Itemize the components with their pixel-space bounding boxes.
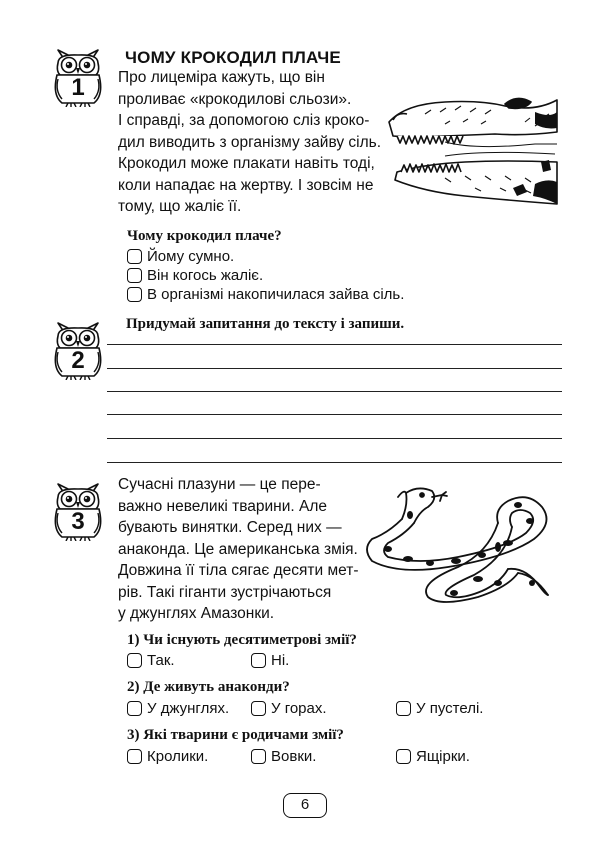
crocodile-illustration [385, 92, 560, 207]
checkbox[interactable] [127, 653, 142, 668]
text-line: у джунглях Амазонки. [118, 605, 275, 622]
option-label: Ящірки. [416, 748, 470, 765]
page-number: 6 [283, 793, 327, 818]
option-label: Кролики. [147, 748, 209, 765]
question-heading: Чому крокодил плаче? [127, 228, 282, 244]
text-line: анаконда. Це американська змія. [118, 540, 358, 558]
owl-icon [52, 483, 104, 541]
option-label: Йому сумно. [147, 248, 235, 265]
writing-line[interactable] [107, 414, 562, 415]
checkbox[interactable] [127, 287, 142, 302]
text-line: Про лицеміра кажуть, що він [118, 69, 325, 86]
answer-option[interactable] [127, 286, 404, 303]
answer-option[interactable] [251, 748, 316, 765]
text-line: Крокодил може плакати навіть тоді, [118, 155, 375, 172]
answer-option[interactable] [396, 700, 483, 717]
text-line: тому, що жаліє її. [118, 198, 242, 215]
task-instruction: Придумай запитання до тексту і запиши. [126, 316, 405, 332]
option-label: Ні. [271, 652, 290, 669]
text-line: проливає «крокодилові сльози». [118, 90, 352, 108]
task-title: ЧОМУ КРОКОДИЛ ПЛАЧЕ [125, 48, 341, 67]
owl-icon [52, 322, 104, 380]
option-label: Вовки. [271, 748, 317, 765]
checkbox[interactable] [396, 749, 411, 764]
writing-line[interactable] [107, 368, 562, 369]
option-label: У горах. [271, 700, 327, 717]
option-label: Він когось жаліє. [147, 267, 264, 284]
question-heading: 2) Де живуть анаконди? [127, 679, 290, 695]
text-line: І справді, за допомогою сліз кроко- [118, 112, 370, 129]
writing-line[interactable] [107, 438, 562, 439]
checkbox[interactable] [127, 268, 142, 283]
snake-illustration [358, 483, 558, 608]
answer-option[interactable] [127, 748, 208, 765]
answer-option[interactable] [251, 652, 289, 669]
text-line: Довжина її тіла сягає десяти мет- [118, 562, 359, 579]
writing-line[interactable] [107, 462, 562, 463]
answer-option[interactable] [127, 267, 263, 284]
answer-option[interactable] [127, 652, 175, 669]
writing-line[interactable] [107, 344, 562, 345]
task-number: 1 [71, 74, 85, 101]
option-label: Так. [147, 652, 175, 669]
text-line: дил виводить з організму зайву сіль. [118, 133, 382, 151]
task-number: 3 [71, 508, 85, 535]
checkbox[interactable] [251, 749, 266, 764]
option-label: В організмі накопичилася зайва сіль. [147, 286, 405, 303]
text-line: Сучасні плазуни — це пере- [118, 476, 321, 493]
text-line: бувають винятки. Серед них — [118, 519, 342, 536]
checkbox[interactable] [127, 249, 142, 264]
text-line: важно невеликі тварини. Але [118, 497, 328, 515]
task-number: 2 [71, 347, 85, 374]
anaconda-text [118, 474, 359, 625]
text-line: рів. Такі гіганти зустрічаються [118, 583, 332, 601]
question-heading: 1) Чи існують десятиметрові змії? [127, 632, 357, 648]
option-label: У пустелі. [416, 700, 484, 717]
checkbox[interactable] [251, 653, 266, 668]
question-heading: 3) Які тварини є родичами змії? [127, 727, 344, 743]
answer-option[interactable] [396, 748, 470, 765]
answer-option[interactable] [127, 700, 229, 717]
writing-line[interactable] [107, 391, 562, 392]
option-label: У джунглях. [147, 700, 230, 717]
checkbox[interactable] [251, 701, 266, 716]
checkbox[interactable] [127, 749, 142, 764]
answer-option[interactable] [127, 248, 234, 265]
crocodile-text [118, 67, 381, 218]
owl-icon [52, 49, 104, 107]
text-line: коли нападає на жертву. І зовсім не [118, 176, 374, 194]
checkbox[interactable] [127, 701, 142, 716]
checkbox[interactable] [396, 701, 411, 716]
answer-option[interactable] [251, 700, 327, 717]
